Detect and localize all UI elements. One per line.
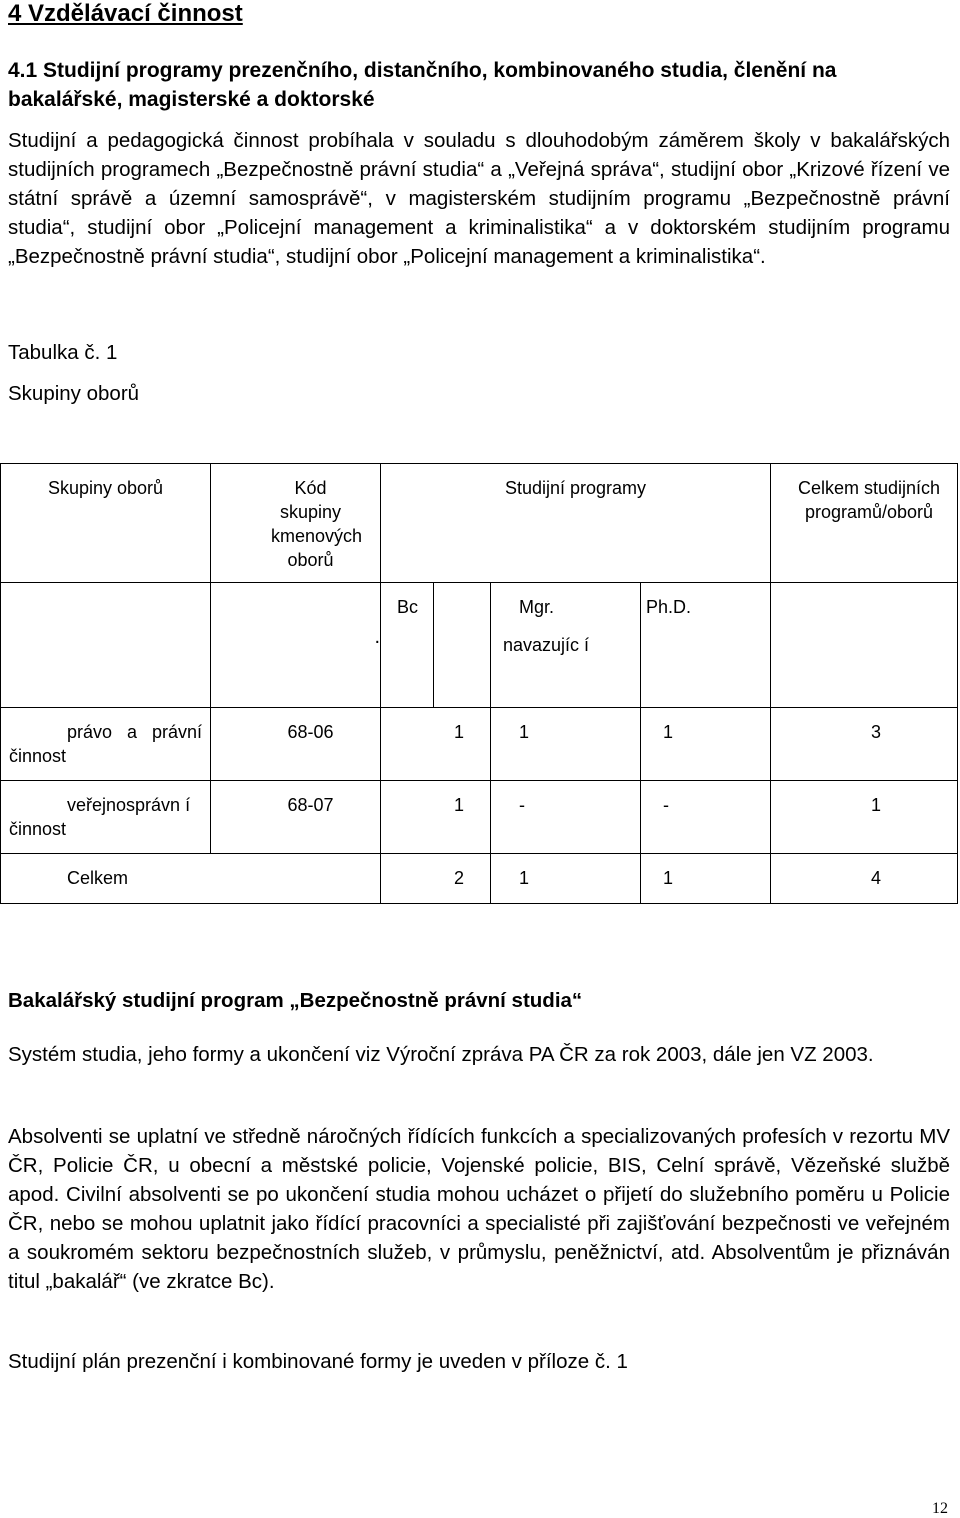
total-label: Celkem — [1, 854, 381, 904]
row-total: 1 — [771, 781, 958, 854]
header-groups: Skupiny oborů — [1, 464, 211, 583]
header-programs: Studijní programy — [381, 464, 771, 583]
study-plan-paragraph: Studijní plán prezenční i kombinované formy je uveden v příloze č. 1 — [8, 1350, 628, 1373]
page-number: 12 — [932, 1500, 948, 1517]
row-mgr: - — [491, 781, 641, 854]
graduates-paragraph: Absolventi se uplatní ve středně náročných řídících funkcích a specializovaných profesích v rezortu MV ČR, Policie ČR, u obecní a městské policie, Vojenské policie, BIS, Celní správě, Vězeňské službě apod. Civilní absolventi se po ukončení studia mohou ucházet o přijetí do služebního poměru u Policie ČR, nebo se mohou uplatnit jako řídící pracovníci a specialisté při zajišťování bezpečnosti ve veřejném a soukromém sektoru bezpečnostních služeb, v průmyslu, peněžnictví, atd. Absolventům je přiznáván titul „bakalář“ (ve zkratce Bc). — [8, 1125, 950, 1293]
row-code: 68-06 — [211, 708, 381, 781]
table-subheader-row — [1, 583, 958, 708]
header-code: Kód skupiny kmenových oborů — [211, 464, 381, 583]
table-label: Tabulka č. 1 — [8, 341, 118, 364]
groups-table — [0, 463, 958, 904]
header-total: Celkem studijních programů/oborů — [771, 464, 958, 583]
subheader-mgr — [491, 583, 641, 708]
total-phd: 1 — [641, 854, 771, 904]
subheader-mgr-label: Mgr. — [519, 597, 555, 617]
total-mgr: 1 — [491, 854, 641, 904]
subheader-bc: Bc — [381, 583, 434, 708]
chapter-heading: 4 Vzdělávací činnost — [8, 0, 243, 27]
table-row — [1, 781, 958, 854]
total-value: 4 — [771, 854, 958, 904]
row-mgr: 1 — [491, 708, 641, 781]
subheader-mgr-note: navazujíc í — [503, 635, 590, 655]
row-bc: 1 — [381, 708, 491, 781]
section-heading: 4.1 Studijní programy prezenčního, distančního, kombinovaného studia, členění na bakalářské, magisterské a doktorské — [8, 59, 837, 111]
table-title: Skupiny oborů — [8, 382, 140, 405]
row-code: 68-07 — [211, 781, 381, 854]
row-phd: - — [641, 781, 771, 854]
row-phd: 1 — [641, 708, 771, 781]
table-header-row — [1, 464, 958, 583]
row-total: 3 — [771, 708, 958, 781]
subheader-phd: Ph.D. — [641, 583, 771, 708]
row-bc: 1 — [381, 781, 491, 854]
table-row — [1, 708, 958, 781]
intro-paragraph: Studijní a pedagogická činnost probíhala v souladu s dlouhodobým záměrem školy v bakalářských studijních programech „Bezpečnostně právní studia“ a „Veřejná správa“, studijní obor „Krizové řízení ve státní správě a územní samosprávě“, v magisterském studijním programu „Bezpečnostně právní studia“, studijní obor „Policejní management a kriminalistika“ a v doktorském studijním programu „Bezpečnostně právní studia“, studijní obor „Policejní management a kriminalistika“. — [8, 129, 950, 268]
system-paragraph: Systém studia, jeho formy a ukončení viz Výroční zpráva PA ČR za rok 2003, dále jen VZ 2003. — [8, 1043, 874, 1066]
table-total-row — [1, 854, 958, 904]
row-group: právo a právní činnost — [1, 708, 211, 781]
row-group: veřejnosprávn í činnost — [1, 781, 211, 854]
total-bc: 2 — [381, 854, 491, 904]
subheader-bc-dot: . — [211, 583, 381, 708]
bc-program-heading: Bakalářský studijní program „Bezpečnostně právní studia“ — [8, 989, 583, 1012]
